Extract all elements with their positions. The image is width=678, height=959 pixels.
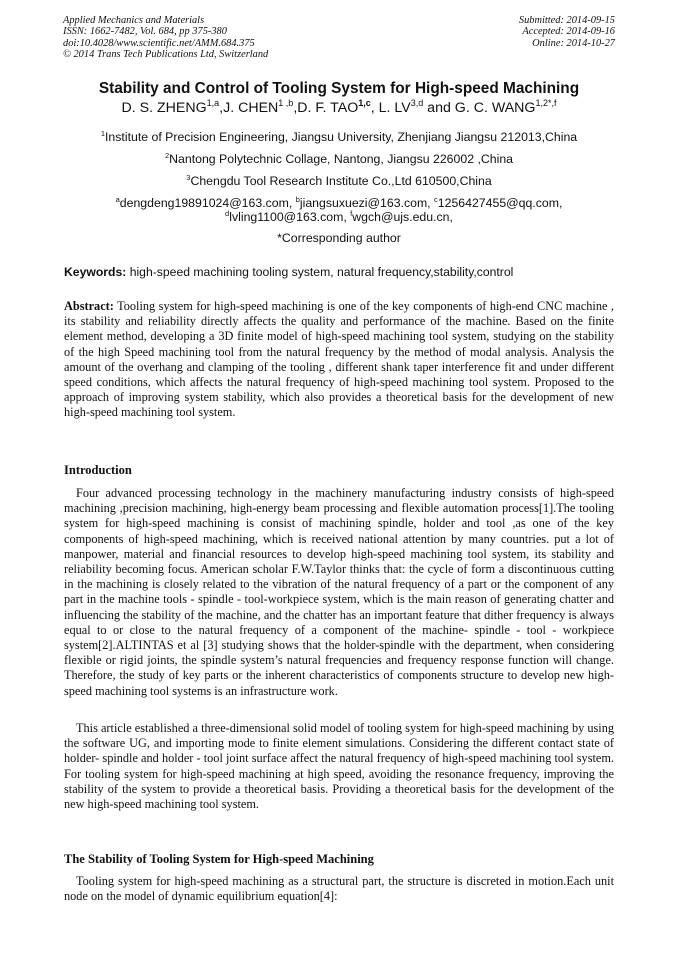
affiliation-sup: 3 <box>186 173 191 182</box>
abstract-label: Abstract: <box>64 299 114 313</box>
email-sup: c <box>434 195 438 204</box>
author-sep: , <box>370 100 379 116</box>
paper-title: Stability and Control of Tooling System for High-speed Machining <box>98 80 580 97</box>
online-date: Online: 2014-10-27 <box>532 37 615 49</box>
affiliation-2 <box>0 152 678 166</box>
email-sup: a <box>115 195 120 204</box>
email-address: wgch@ujs.edu.cn, <box>352 210 453 224</box>
author-sep: , <box>219 100 224 116</box>
author-name: J. CHEN <box>223 100 279 116</box>
author-sep: and <box>423 100 455 116</box>
affiliation-sup: 2 <box>164 151 170 160</box>
keywords-text: high-speed machining tooling system, natural frequency,stability,control <box>126 265 514 279</box>
email-sup: d <box>225 209 230 218</box>
affiliation-sup: 1 <box>100 129 106 138</box>
affiliation-text: Nantong Polytechnic Collage, Nantong, Jiangsu 226002 ,China <box>169 152 514 166</box>
author-name: L. LV <box>378 100 411 116</box>
affiliation-3 <box>0 174 678 188</box>
issn: ISSN: 1662-7482, Vol. 684, pp 375-380 <box>63 26 227 38</box>
email-line-2 <box>0 210 678 224</box>
email-address: 1256427455@qq.com, <box>437 196 563 210</box>
author-sup: 1,c <box>358 98 371 108</box>
author-list <box>0 100 678 116</box>
email-address: jiangsuxuezi@163.com, <box>299 196 435 210</box>
author-sup: 1,a <box>206 98 220 108</box>
author-name: G. C. WANG <box>454 100 536 116</box>
corresponding-author: *Corresponding author <box>277 231 401 245</box>
email-line-1 <box>0 196 678 210</box>
journal-info <box>63 15 268 61</box>
accepted-date: Accepted: 2014-09-16 <box>522 26 615 38</box>
section-heading-introduction: Introduction <box>64 463 132 477</box>
email-address: dengdeng19891024@163.com, <box>119 196 296 210</box>
section-heading-stability: The Stability of Tooling System for High-speed Machining <box>64 852 374 866</box>
affiliation-1 <box>0 130 678 144</box>
stability-paragraph-1: Tooling system for high-speed machining as a structural part, the structure is discreted in motion.Each unit node on the model of dynamic equilibrium equation[4]: <box>64 874 614 904</box>
doi: doi:10.4028/www.scientific.net/AMM.684.375 <box>63 37 255 49</box>
affiliation-text: Institute of Precision Engineering, Jiangsu University, Zhenjiang Jiangsu 212013,China <box>105 130 578 144</box>
author-sup: 1 ,b <box>278 98 294 108</box>
submitted-date: Submitted: 2014-09-15 <box>518 15 615 26</box>
publication-dates <box>519 15 615 49</box>
affiliation-text: Chengdu Tool Research Institute Co.,Ltd 610500,China <box>190 174 492 188</box>
journal-name: Applied Mechanics and Materials <box>63 15 205 26</box>
abstract-text: Tooling system for high-speed machining is one of the key components of high-end CNC machine , its stability and reliability directly affects the quality and performance of the machine. Based on the finite element method, developing a 3D finite model of high-speed machining tool system, studying on the stability of the high Speed machining tool from the natural frequency by the method of modal analysis. Analysis the amount of the overhang and clamping of the tooling , different shank taper interference fit and under different speed conditions, which affects the natural frequency of high-speed machining tool system. Proposed to the approach of improving system stability, which also provides a theoretical basis for the development of new high-speed machining tool system. <box>64 299 614 420</box>
intro-paragraph-1: Four advanced processing technology in the machinery manufacturing industry consists of high-speed machining ,precision machining, high-energy beam processing and flexible automation process[1].The tooling system for high-speed machining is consist of machining spindle, holder and tool ,as one of the key components of high-speed machining, which is received national attention by many countries. put a lot of manpower, material and financial resources to develop high-speed machining tool system, its stability and reliability becoming focus. American scholar F.W.Taylor thinks that: the cycle of form a discontinuous cutting in the machining is closely related to the vibration of the natural frequency of a part or the component of any part in the machine tools - spindle - tool-workpiece system, which is the main reason of generating chatter and influencing the stability of the machine, and the chatter has an important feature that dither frequency is always equal to or close to the natural frequency of a component of the machine- spindle - tool - workpiece system[2].ALTINTAS et al [3] studying shows that the holder-spindle with the department, when considering flexible or rigid joints, the spindle system’s natural frequencies and frequency response function will change. Therefore, the study of key parts or the inherent characteristics of components structure to develop new high-speed machining tool systems is an infrastructure work. <box>64 486 614 698</box>
email-sup: b <box>295 195 300 204</box>
author-sep: , <box>293 100 298 116</box>
author-name: D. S. ZHENG <box>121 100 207 116</box>
keywords-label: Keywords: <box>64 265 127 279</box>
copyright: © 2014 Trans Tech Publications Ltd, Switzerland <box>63 49 269 61</box>
abstract <box>64 299 614 421</box>
author-sup: 3,d <box>410 98 424 108</box>
keywords <box>64 265 513 279</box>
email-sup: f <box>350 209 353 218</box>
email-address: lvling1100@163.com, <box>229 210 351 224</box>
author-name: D. F. TAO <box>297 100 359 116</box>
intro-paragraph-2: This article established a three-dimensional solid model of tooling system for high-speed machining by using the software UG, and importing mode to finite element simulations. Considering the different contact state of holder- spindle and holder - tool joint surface affect the natural frequency of high-speed machining tool system. For tooling system for high-speed machining at high speed, avoiding the resonance frequency, improving the stability of the system to provide a theoretical basis. Providing a theoretical basis for the development of the new high-speed machining tool system. <box>64 721 614 812</box>
author-sup: 1,2*,f <box>535 98 557 108</box>
